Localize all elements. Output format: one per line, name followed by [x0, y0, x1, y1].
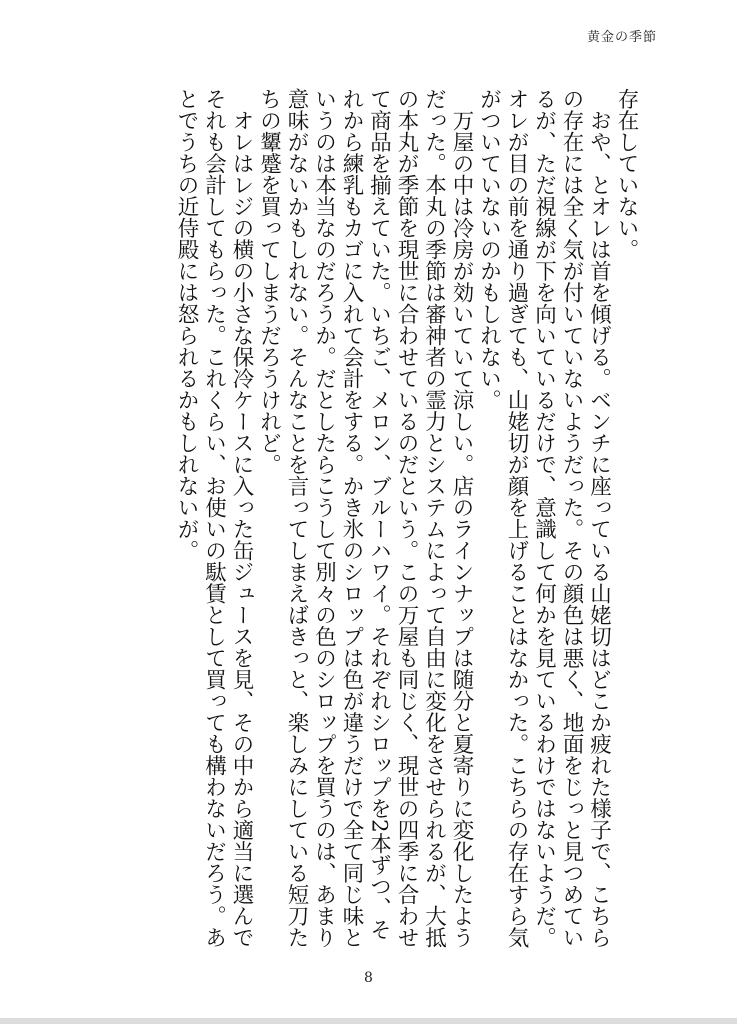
page-bottom-edge	[0, 1018, 737, 1024]
paragraph: 存在していない。	[614, 88, 639, 260]
body-text	[145, 88, 640, 956]
paragraph: おや、とオレは首を傾げる。ベンチに座っている山姥切はどこか疲れた様子で、こちらの存在には全く気が付いていないようだった。その顔色は悪く、地面をじっと見つめているが、ただ視線が下を向いているだけで、意識して何かを見ているわけではないようだ。オレが目の前を通り過ぎても、山姥切が顔を上げることはなかった。こちらの存在すら気がついていないのかもしれない。	[476, 88, 612, 948]
running-header-title: 黄金の季節	[586, 30, 657, 45]
page-number: 8	[364, 970, 373, 986]
paragraph: 万屋の中は冷房が効いていて涼しい。店のラインナップは随分と夏寄りに変化したようだった。本丸の季節は審神者の霊力とシステムによって自由に変化をさせられるが、大抵の本丸が季節を現世に合わせているのだという。この万屋も同じく、現世の四季に合わせて商品を揃えていた。いちご、メロン、ブルーハワイ。それぞれシロップを2本ずつ、それから練乳もカゴに入れて会計をする。かき氷のシロップは色が違うだけで全て同じ味というのは本当なのだろうか。だとしたらこうして別々の色のシロップを買うのは、あまり意味がないかもしれない。そんなことを言ってしまえばきっと、楽しみにしている短刀たちの顰蹙を買ってしまうだろうけれど。	[256, 88, 474, 948]
paragraph: オレはレジの横の小さな保冷ケースに入った缶ジュースを見、その中から適当に選んでそれも会計してもらった。これくらい、お使いの駄賃として買っても構わないだろう。あとでうちの近侍殿には怒られるかもしれないが。	[174, 88, 254, 948]
